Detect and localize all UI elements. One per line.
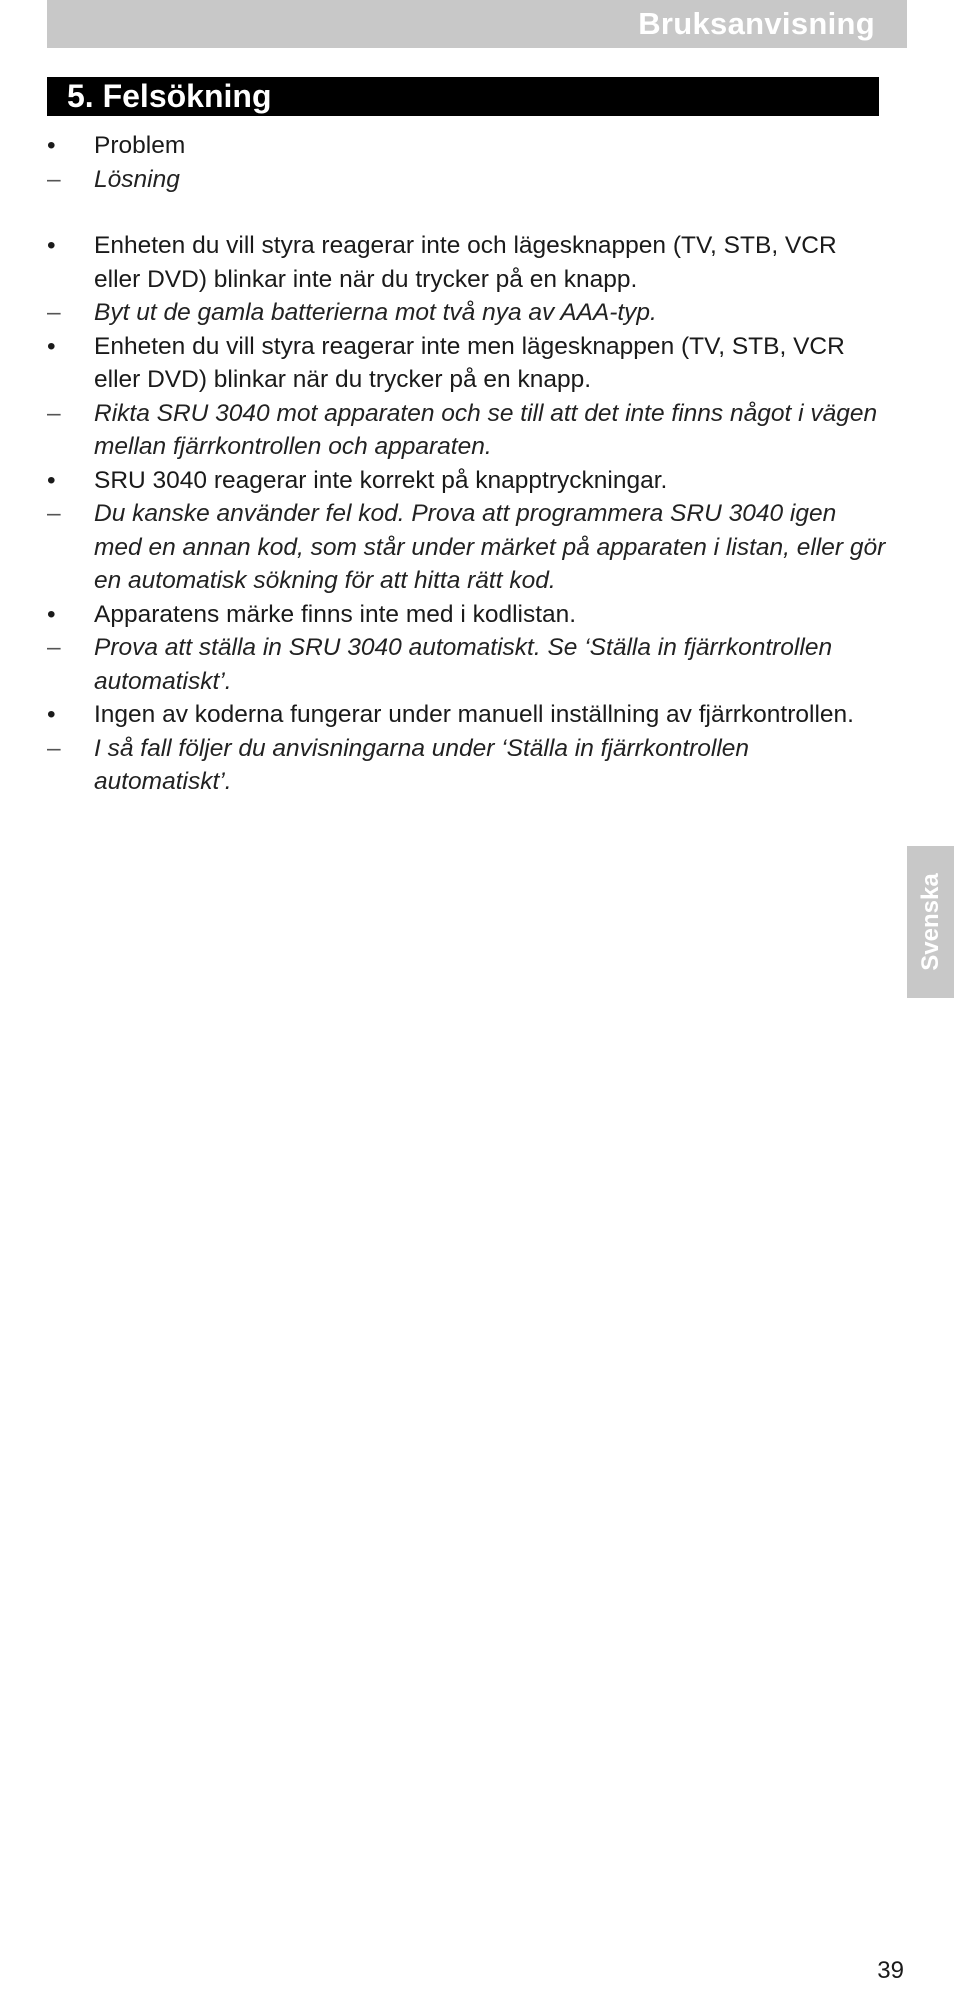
- problem-item: [47, 330, 887, 397]
- solution-text: Rikta SRU 3040 mot apparaten och se till att det inte finns något i vägen mellan fjärrkontrollen och apparaten.: [94, 399, 878, 460]
- problem-text: SRU 3040 reagerar inte korrekt på knapptryckningar.: [94, 466, 668, 494]
- problem-item: [47, 464, 887, 498]
- legend-solution-label: Lösning: [94, 165, 180, 193]
- bullet-marker: •: [47, 466, 56, 494]
- solution-text: Byt ut de gamla batterierna mot två nya av AAA-typ.: [94, 299, 657, 326]
- dash-marker: –: [47, 634, 61, 661]
- bullet-marker: •: [47, 600, 56, 628]
- section-title: 5. Felsökning: [67, 78, 272, 114]
- legend-solution: [47, 163, 887, 197]
- problem-item: [47, 229, 887, 296]
- solution-item: [47, 631, 887, 698]
- solution-text: Du kanske använder fel kod. Prova att programmera SRU 3040 igen med en annan kod, som står under märket på apparaten i listan, eller gör en automatisk sökning för att hitta rätt kod.: [94, 500, 886, 594]
- solution-text: Prova att ställa in SRU 3040 automatiskt. Se ‘Ställa in fjärrkontrollen automatiskt’.: [94, 634, 833, 695]
- spacer: [47, 196, 887, 229]
- problem-item: [47, 598, 887, 632]
- dash-marker: –: [47, 500, 61, 527]
- dash-marker: –: [47, 734, 61, 762]
- solution-item: [47, 397, 887, 464]
- page-number: 39: [877, 1957, 904, 1984]
- bullet-marker: •: [47, 701, 56, 728]
- problem-text: Ingen av koderna fungerar under manuell inställning av fjärrkontrollen.: [94, 701, 854, 728]
- dash-marker: –: [47, 299, 61, 326]
- bullet-marker: •: [47, 332, 56, 360]
- language-tab-label: Svenska: [916, 873, 944, 971]
- bullet-marker: •: [47, 132, 56, 159]
- troubleshooting-content: [47, 129, 887, 799]
- dash-marker: –: [47, 165, 61, 193]
- section-heading-bar: [47, 77, 879, 116]
- problem-item: [47, 698, 887, 732]
- legend-problem-label: Problem: [94, 132, 186, 159]
- legend-problem: [47, 129, 887, 163]
- solution-item: [47, 732, 887, 799]
- bullet-marker: •: [47, 232, 56, 259]
- language-tab: [907, 846, 954, 998]
- solution-item: [47, 296, 887, 330]
- problem-text: Enheten du vill styra reagerar inte men lägesknappen (TV, STB, VCR eller DVD) blinkar när du trycker på en knapp.: [94, 332, 845, 393]
- solution-text: I så fall följer du anvisningarna under ‘Ställa in fjärrkontrollen automatiskt’.: [94, 734, 750, 795]
- problem-text: Apparatens märke finns inte med i kodlistan.: [94, 600, 577, 628]
- solution-item: [47, 497, 887, 598]
- document-title: Bruksanvisning: [638, 6, 875, 41]
- problem-text: Enheten du vill styra reagerar inte och lägesknappen (TV, STB, VCR eller DVD) blinkar inte när du trycker på en knapp.: [94, 232, 837, 293]
- dash-marker: –: [47, 399, 61, 427]
- header-bar: [47, 0, 907, 48]
